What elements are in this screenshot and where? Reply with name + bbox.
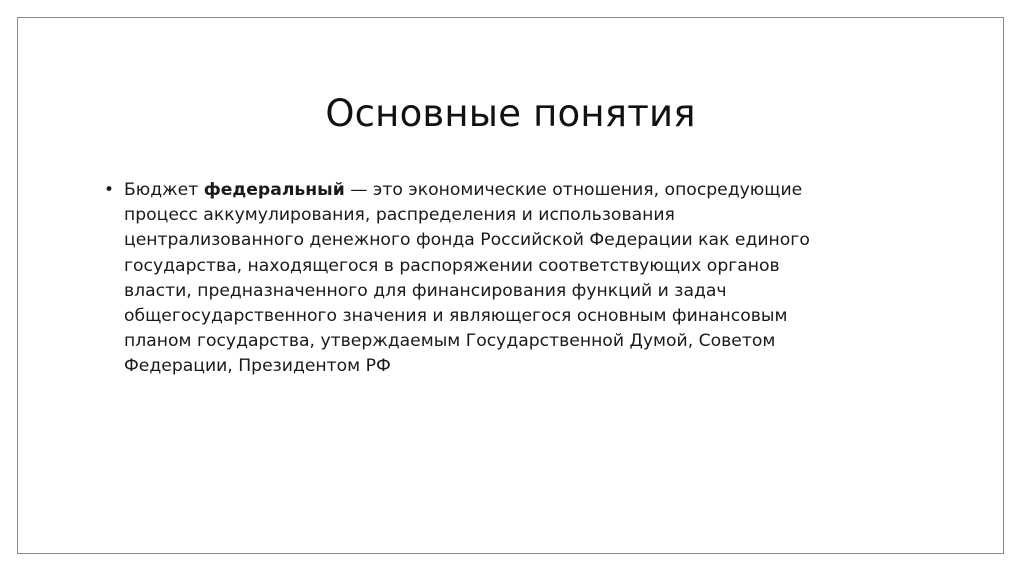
slide [17, 17, 1004, 554]
bullet-line-4: государства, находящегося в распоряжении соответствующих органов [124, 255, 780, 276]
bullet-line-7: планом государства, утверждаемым Государственной Думой, Советом [124, 331, 776, 352]
bullet-line-3: централизованного денежного фонда Российской Федерации как единого [124, 230, 810, 251]
bullet-line-2: процесс аккумулирования, распределения и использования [124, 205, 675, 226]
bullet-first-line-rest: — это экономические отношения, опосредующие [344, 180, 803, 200]
list-item [104, 178, 904, 380]
slide-title: Основные понятия [325, 92, 696, 135]
bullet-marker: • [104, 180, 115, 200]
bold-term: федеральный [203, 180, 345, 200]
bullet-line-8: Федерации, Президентом РФ [124, 356, 391, 377]
bullet-list [104, 178, 904, 380]
bullet-prefix: Бюджет [124, 180, 204, 200]
bullet-line-6: общегосударственного значения и являющегося основным финансовым [124, 306, 788, 327]
bullet-line-5: власти, предназначенного для финансирования функций и задач [124, 280, 727, 301]
bullet-line-1 [124, 178, 904, 203]
